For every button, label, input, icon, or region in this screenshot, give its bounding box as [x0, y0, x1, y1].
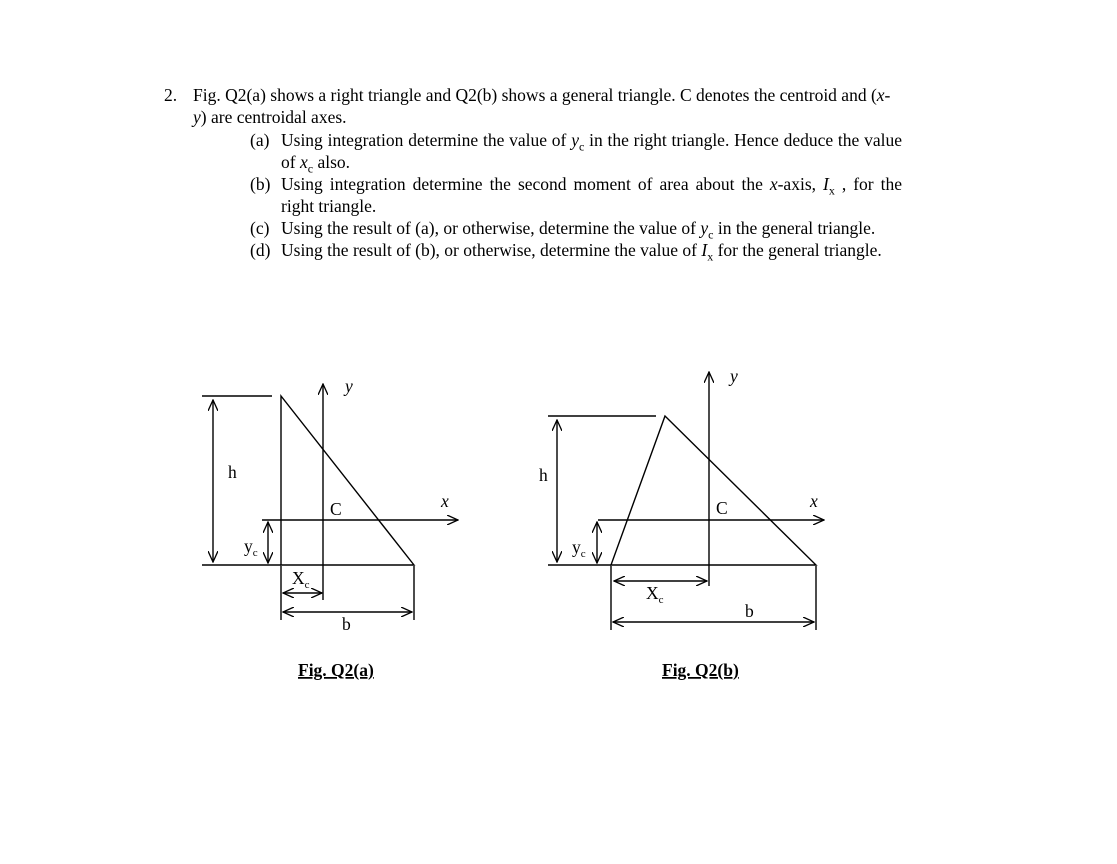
fig-b-label-h: h: [539, 465, 548, 485]
fig-b-label-y: y: [730, 366, 738, 386]
fig-a-label-b: b: [342, 614, 351, 634]
part-d-text: Using the result of (b), or otherwise, determine the value of $I_x$ for the general triangle.: [281, 240, 882, 264]
fig-b-caption: Fig. Q2(b): [662, 660, 739, 680]
part-c-text: Using the result of (a), or otherwise, determine the value of $y_c$ in the general triangle.: [281, 218, 876, 242]
fig-b-label-b: b: [745, 601, 754, 621]
fig-a-caption: Fig. Q2(a): [298, 660, 374, 680]
fig-b-label-c: C: [716, 498, 728, 518]
part-a-label: (a): [250, 130, 270, 150]
part-a-text: Using integration determine the value of $y_c$ in the right triangle. Hence deduce the value of $x_c$ also.: [281, 130, 902, 176]
fig-b-label-yc: $y_c$: [572, 537, 586, 560]
fig-a-label-y: y: [345, 376, 353, 396]
part-b-label: (b): [250, 174, 271, 194]
question-intro: Fig. Q2(a) shows a right triangle and Q2(b) shows a general triangle. C denotes the centroid and (x-y) are centroidal axes.: [193, 85, 891, 127]
figure-q2b: [548, 372, 824, 630]
right-triangle: [281, 396, 414, 565]
fig-a-label-x: x: [441, 491, 449, 511]
fig-a-label-c: C: [330, 499, 342, 519]
question-number: 2.: [164, 85, 178, 105]
part-b-text: Using integration determine the second moment of area about the x-axis, $I_x$ , for the right triangle.: [281, 174, 902, 216]
fig-a-label-xc: $X_c$: [292, 568, 310, 591]
fig-a-label-yc: $y_c$: [244, 536, 258, 559]
fig-a-label-h: h: [228, 462, 237, 482]
fig-b-label-x: x: [810, 491, 818, 511]
part-c-label: (c): [250, 218, 270, 238]
figure-q2a-labels: [228, 376, 449, 634]
fig-b-label-xc: $X_c$: [646, 583, 664, 606]
part-d-label: (d): [250, 240, 271, 260]
figure-q2b-labels: [539, 366, 818, 621]
general-triangle: [611, 416, 816, 565]
